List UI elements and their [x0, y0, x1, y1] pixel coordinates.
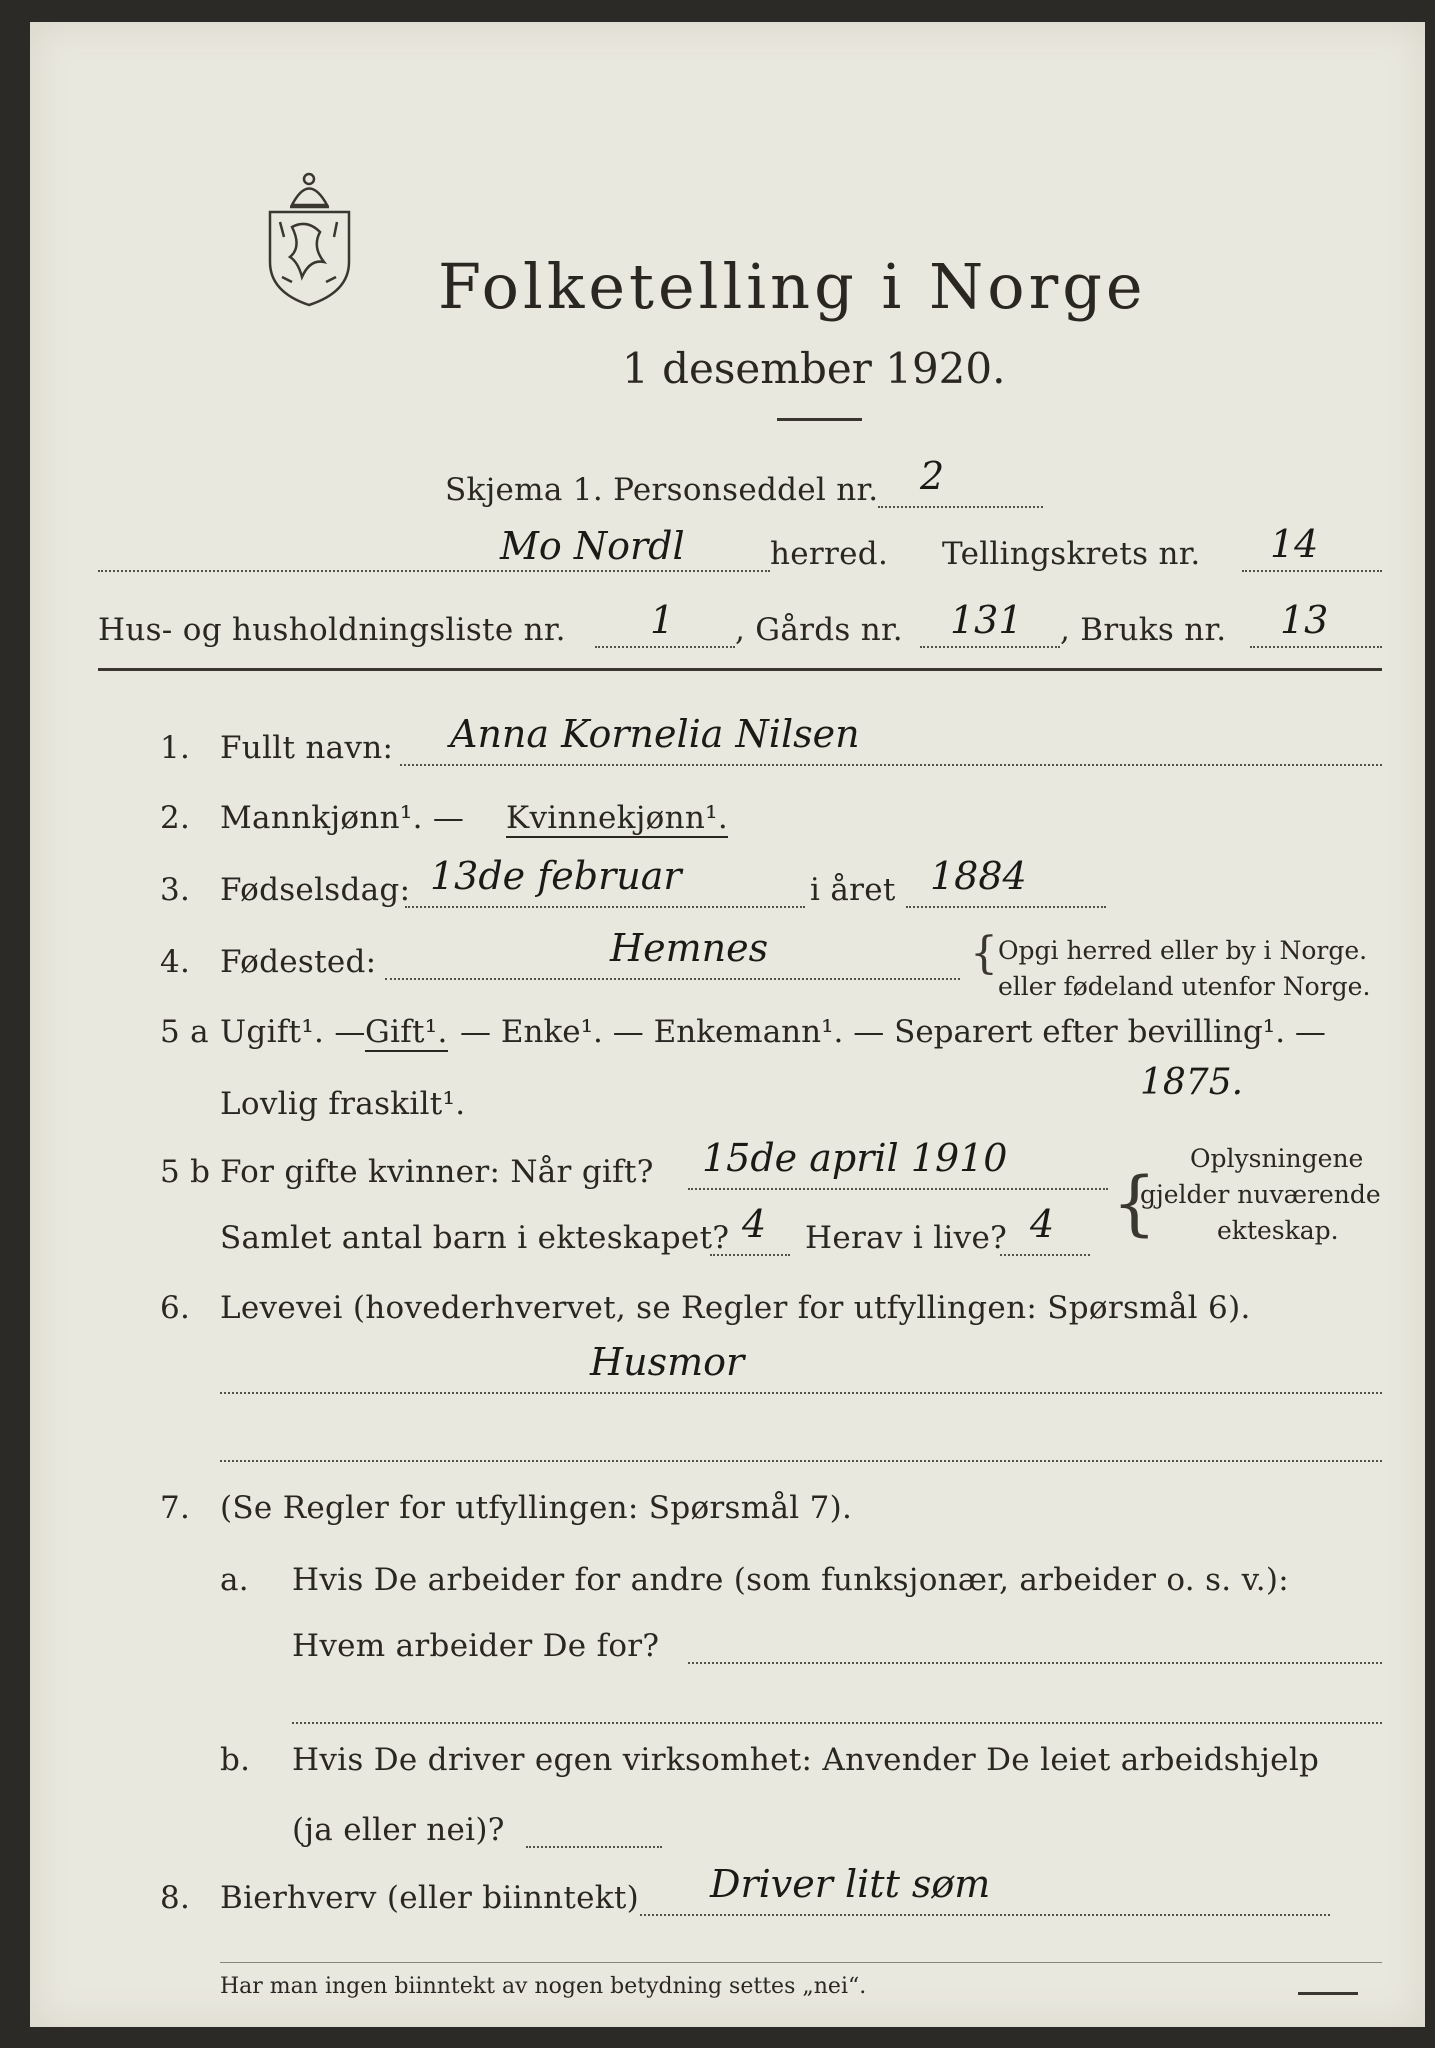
q3-year-line — [906, 906, 1106, 908]
footer-note: Har man ingen biinntekt av nogen betydning settes „nei“. — [220, 1974, 867, 1999]
q3-label: Fødselsdag: — [220, 872, 411, 908]
q6-label: Levevei (hovederhvervet, se Regler for utfyllingen: Spørsmål 6). — [220, 1290, 1251, 1326]
q7a-line-2[interactable] — [292, 1722, 1382, 1724]
q5b-brace: { — [1112, 1162, 1157, 1244]
skjema-label: Skjema 1. Personseddel nr. — [445, 472, 879, 508]
husliste-line — [595, 646, 735, 648]
status-other-options[interactable]: — Enke¹. — Enkemann¹. — Separert efter bevilling¹. — — [460, 1014, 1326, 1050]
tellingskrets-nr[interactable]: 14 — [1270, 522, 1319, 566]
alive-line — [1000, 1254, 1090, 1256]
q3-year-label: i året — [810, 872, 896, 908]
q7a-text: Hvis De arbeider for andre (som funksjonær, arbeider o. s. v.): — [292, 1562, 1290, 1598]
form-title: Folketelling i Norge — [438, 250, 1147, 323]
alive-label: Herav i live? — [805, 1220, 1008, 1256]
q8-line — [640, 1914, 1330, 1916]
herred-line — [98, 570, 770, 572]
status-ugift-option[interactable]: Ugift¹. — — [220, 1014, 366, 1050]
gards-label: , Gårds nr. — [735, 612, 903, 648]
q6-line-2 — [220, 1460, 1382, 1462]
q7b-text: Hvis De driver egen virksomhet: Anvender De leiet arbeidshjelp — [292, 1742, 1320, 1778]
bruks-nr[interactable]: 13 — [1280, 598, 1329, 642]
tellingskrets-label: Tellingskrets nr. — [942, 536, 1201, 572]
q7-number: 7. — [160, 1490, 191, 1526]
q4-brace: { — [970, 928, 998, 979]
bruks-label: , Bruks nr. — [1060, 612, 1227, 648]
coat-of-arms-icon — [262, 167, 357, 307]
q1-label: Fullt navn: — [220, 730, 394, 766]
q7b-line[interactable] — [526, 1846, 662, 1848]
children-value[interactable]: 4 — [742, 1202, 767, 1246]
q7a-line-1[interactable] — [688, 1662, 1382, 1664]
q7b-letter: b. — [220, 1742, 251, 1778]
herred-value[interactable]: Mo Nordl — [500, 524, 685, 568]
q5b-note-2: gjelder nuværende — [1140, 1180, 1381, 1209]
q4-line — [385, 978, 960, 980]
q6-line-1 — [220, 1392, 1382, 1394]
q7a-letter: a. — [220, 1562, 249, 1598]
children-line — [710, 1254, 790, 1256]
gender-male-option[interactable]: Mannkjønn¹. — — [220, 800, 465, 836]
q3-date-line — [405, 906, 805, 908]
q5b-married-line — [688, 1188, 1108, 1190]
personseddel-line — [878, 506, 1043, 508]
alive-value[interactable]: 4 — [1030, 1202, 1055, 1246]
header-rule — [98, 668, 1382, 671]
q5b-label: For gifte kvinner: Når gift? — [220, 1154, 654, 1190]
husliste-nr[interactable]: 1 — [650, 598, 675, 642]
q4-label: Fødested: — [220, 944, 377, 980]
corner-mark — [1298, 1992, 1358, 1995]
q7-label: (Se Regler for utfyllingen: Spørsmål 7). — [220, 1490, 853, 1526]
married-date-value[interactable]: 15de april 1910 — [702, 1136, 1008, 1180]
q5a-annotation: 1875. — [1140, 1062, 1244, 1103]
q3-number: 3. — [160, 872, 191, 908]
bruks-line — [1250, 646, 1382, 648]
full-name-value[interactable]: Anna Kornelia Nilsen — [450, 712, 860, 756]
gards-line — [920, 646, 1060, 648]
q8-label: Bierhverv (eller biinntekt) — [220, 1880, 640, 1916]
q5b-note-3: ekteskap. — [1217, 1216, 1339, 1245]
gender-female-option-selected[interactable]: Kvinnekjønn¹. — [506, 800, 729, 836]
q7a-question: Hvem arbeider De for? — [292, 1628, 660, 1664]
children-label: Samlet antal barn i ekteskapet? — [220, 1220, 730, 1256]
footer-rule — [220, 1962, 1382, 1963]
q5b-number: 5 b — [160, 1154, 211, 1190]
gards-nr[interactable]: 131 — [950, 598, 1023, 642]
birth-year-value[interactable]: 1884 — [930, 854, 1027, 898]
census-form-sheet — [30, 22, 1425, 2027]
q8-number: 8. — [160, 1880, 191, 1916]
title-divider — [777, 418, 862, 421]
q1-line — [400, 764, 1382, 766]
status-fraskilt-option[interactable]: Lovlig fraskilt¹. — [220, 1086, 466, 1122]
birthplace-value[interactable]: Hemnes — [610, 926, 769, 970]
q1-number: 1. — [160, 730, 191, 766]
q7b-question: (ja eller nei)? — [292, 1812, 505, 1848]
occupation-value[interactable]: Husmor — [590, 1340, 745, 1384]
q4-note-1: Opgi herred eller by i Norge. — [998, 936, 1368, 965]
q5b-note-1: Oplysningene — [1190, 1144, 1364, 1173]
q6-number: 6. — [160, 1290, 191, 1326]
tellingskrets-line — [1242, 570, 1382, 572]
q5a-number: 5 a — [160, 1014, 209, 1050]
birth-date-value[interactable]: 13de februar — [430, 854, 682, 898]
status-gift-option-selected[interactable]: Gift¹. — [365, 1014, 448, 1050]
census-date: 1 desember 1920. — [622, 344, 1006, 393]
q4-note-2: eller fødeland utenfor Norge. — [998, 972, 1371, 1001]
q2-number: 2. — [160, 800, 191, 836]
personseddel-nr[interactable]: 2 — [920, 454, 945, 498]
husliste-label: Hus- og husholdningsliste nr. — [98, 612, 566, 648]
herred-label: herred. — [770, 536, 889, 572]
side-income-value[interactable]: Driver litt søm — [710, 1862, 991, 1906]
q4-number: 4. — [160, 944, 191, 980]
